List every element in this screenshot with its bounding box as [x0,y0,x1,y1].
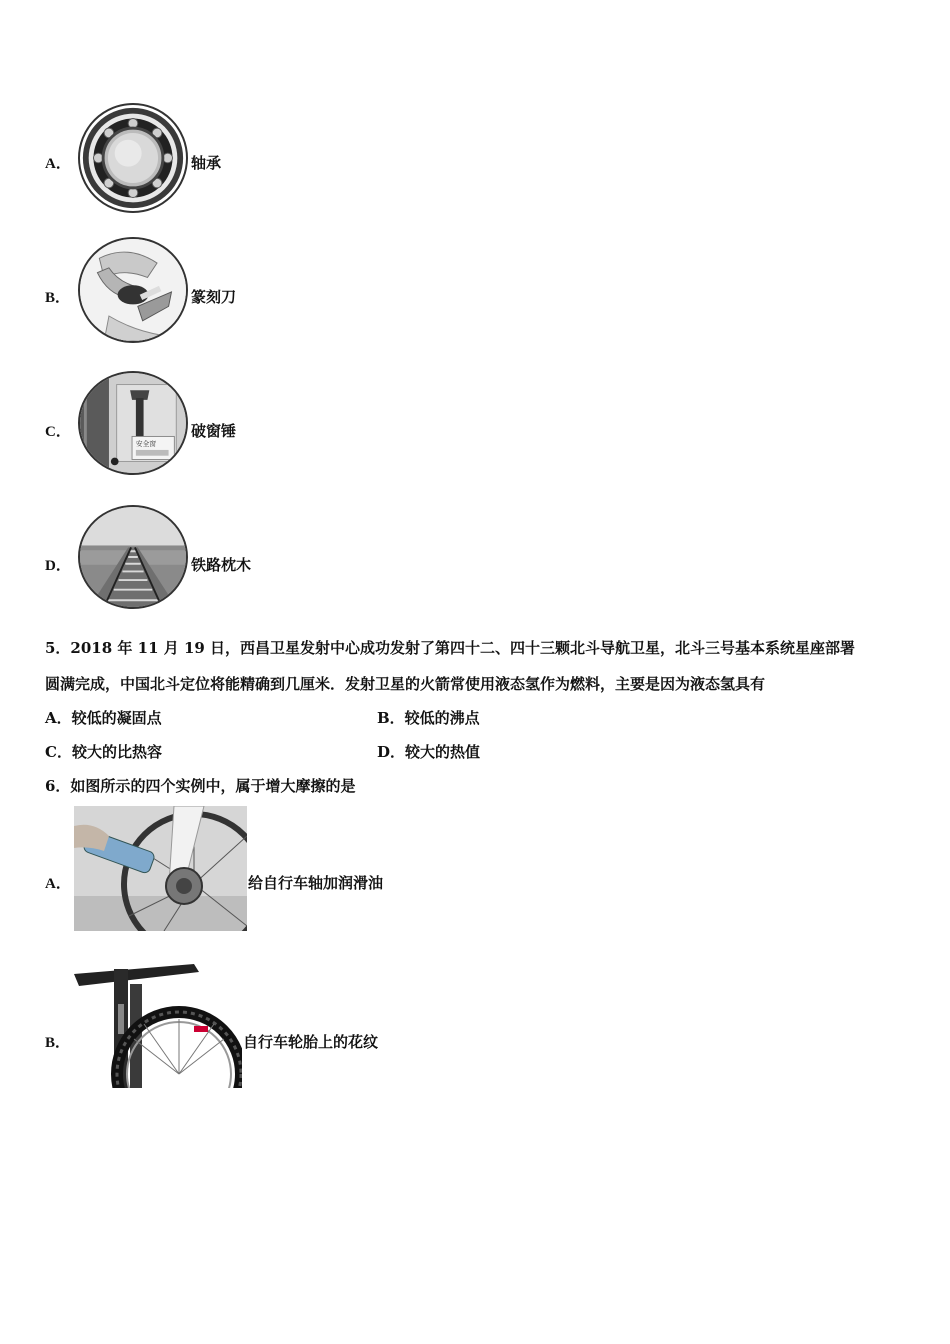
bike-oil-image [74,806,247,931]
option-letter: C． [45,424,71,440]
question-stem-line-2: 圆满完成，中国北斗定位将能精确到几厘米．发射卫星的火箭常使用液态氢作为燃料，主要是因为液态氢具有 [45,675,766,693]
option-caption: 铁路枕木 [191,556,252,574]
option-letter: A． [45,156,71,172]
q5-option-c: C．较大的比热容 [45,743,162,761]
option-caption: 给自行车轴加润滑油 [248,874,384,892]
option-caption: 自行车轮胎上的花纹 [243,1033,379,1051]
option-letter: D． [45,558,71,574]
window-hammer-image [78,371,188,475]
question-stem-line-1: 5．2018 年 11 月 19 日，西昌卫星发射中心成功发射了第四十二、四十三颗北斗导航卫星，北斗三号基本系统星座部署 [45,639,856,657]
q5-option-d: D．较大的热值 [377,743,481,761]
bike-tire-image [74,964,242,1088]
q5-option-a: A．较低的凝固点 [45,709,162,727]
option-letter: B． [45,290,71,306]
option-letter: A． [45,876,71,892]
option-caption: 篆刻刀 [191,288,237,306]
option-letter: B． [45,1035,71,1051]
option-caption: 轴承 [191,154,222,172]
carving-knife-image [78,237,188,343]
hammer-sign-text: 安全窗 [135,440,157,449]
question-stem: 6．如图所示的四个实例中，属于增大摩擦的是 [45,777,356,795]
option-caption: 破窗锤 [191,422,237,440]
q5-option-b: B．较低的沸点 [377,709,480,727]
bearing-image [78,103,188,213]
railway-sleeper-image [78,505,188,609]
